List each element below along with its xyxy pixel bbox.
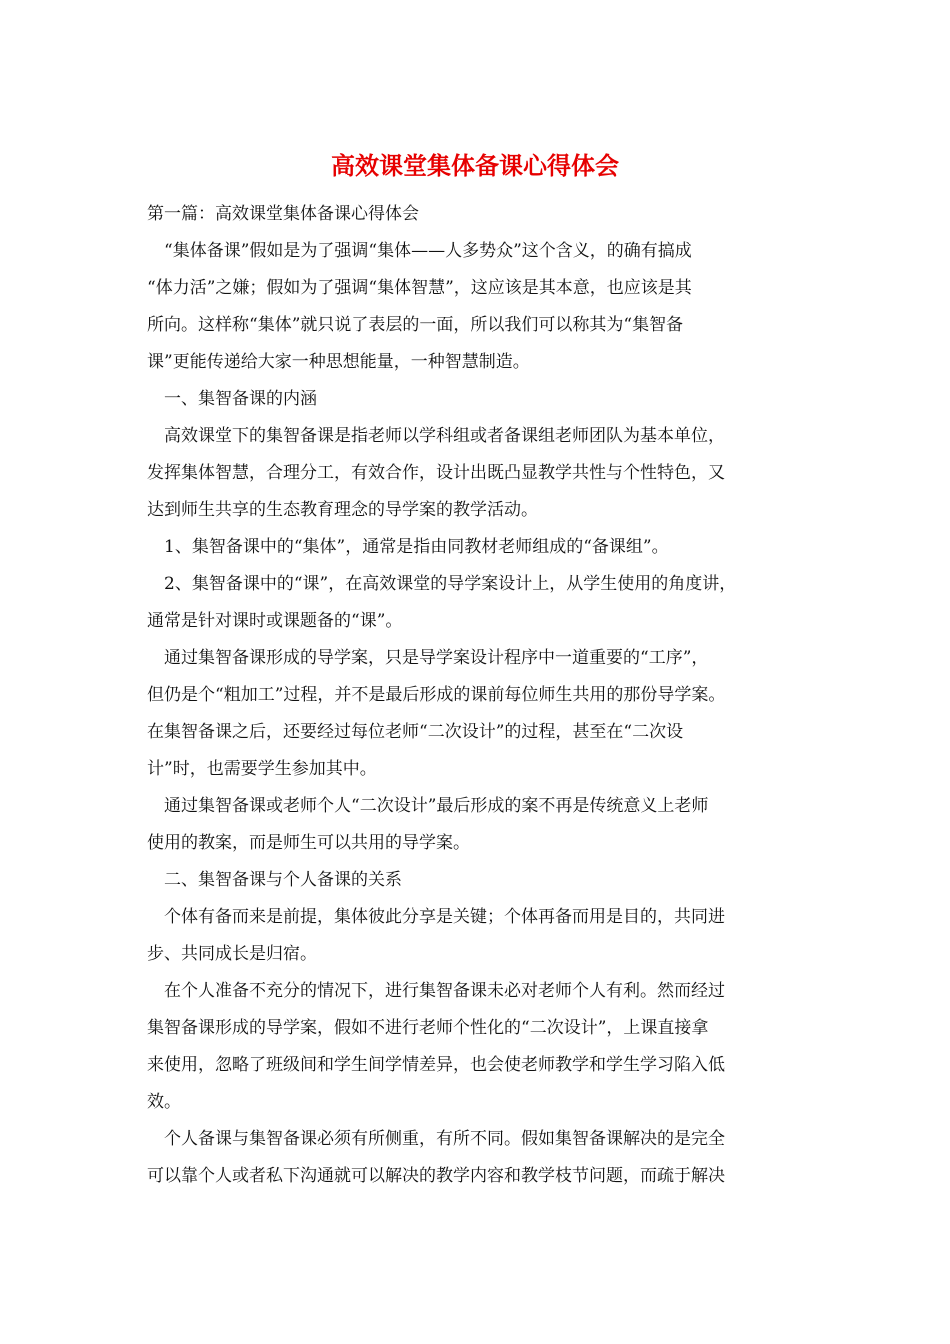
text-line: 计”时，也需要学生参加其中。 xyxy=(147,759,377,779)
text-line: 2、集智备课中的“课”，在高效课堂的导学案设计上，从学生使用的角度讲， xyxy=(164,574,737,594)
text-line: 高效课堂下的集智备课是指老师以学科组或者备课组老师团队为基本单位， xyxy=(164,426,725,446)
text-line: 发挥集体智慧，合理分工，有效合作，设计出既凸显教学共性与个性特色，又 xyxy=(147,463,725,483)
text-line: 二、集智备课与个人备课的关系 xyxy=(164,870,402,890)
text-line: 步、共同成长是归宿。 xyxy=(147,944,317,964)
text-line: 可以靠个人或者私下沟通就可以解决的教学内容和教学枝节问题，而疏于解决 xyxy=(147,1166,725,1186)
text-line: 课”更能传递给大家一种思想能量，一种智慧制造。 xyxy=(147,352,530,372)
text-line: “集体备课”假如是为了强调“集体——人多势众”这个含义，的确有搞成 xyxy=(164,241,692,261)
text-line: 在个人准备不充分的情况下，进行集智备课未必对老师个人有利。然而经过 xyxy=(164,981,725,1001)
text-line: “体力活”之嫌；假如为了强调“集体智慧”，这应该是其本意，也应该是其 xyxy=(147,278,692,298)
text-line: 一、集智备课的内涵 xyxy=(164,389,317,409)
text-line: 来使用，忽略了班级间和学生间学情差异，也会使老师教学和学生学习陷入低 xyxy=(147,1055,725,1075)
text-line: 效。 xyxy=(147,1092,181,1112)
text-line: 但仍是个“粗加工”过程，并不是最后形成的课前每位师生共用的那份导学案。 xyxy=(147,685,726,705)
text-line: 个体有备而来是前提，集体彼此分享是关键；个体再备而用是目的，共同进 xyxy=(164,907,725,927)
text-line: 通过集智备课形成的导学案，只是导学案设计程序中一道重要的“工序”， xyxy=(164,648,709,668)
document-title: 高效课堂集体备课心得体会 xyxy=(331,151,619,180)
text-line: 达到师生共享的生态教育理念的导学案的教学活动。 xyxy=(147,500,538,520)
text-line: 集智备课形成的导学案，假如不进行老师个性化的“二次设计”，上课直接拿 xyxy=(147,1018,709,1038)
text-line: 个人备课与集智备课必须有所侧重，有所不同。假如集智备课解决的是完全 xyxy=(164,1129,725,1149)
text-line: 通常是针对课时或课题备的“课”。 xyxy=(147,611,403,631)
text-line: 通过集智备课或老师个人“二次设计”最后形成的案不再是传统意义上老师 xyxy=(164,796,709,816)
text-line: 1、集智备课中的“集体”，通常是指由同教材老师组成的“备课组”。 xyxy=(164,537,669,557)
text-line: 在集智备课之后，还要经过每位老师“二次设计”的过程，甚至在“二次设 xyxy=(147,722,684,742)
text-line: 第一篇：高效课堂集体备课心得体会 xyxy=(147,204,419,224)
text-line: 所向。这样称“集体”就只说了表层的一面，所以我们可以称其为“集智备 xyxy=(147,315,684,335)
document-body xyxy=(147,196,817,1195)
text-line: 使用的教案，而是师生可以共用的导学案。 xyxy=(147,833,470,853)
